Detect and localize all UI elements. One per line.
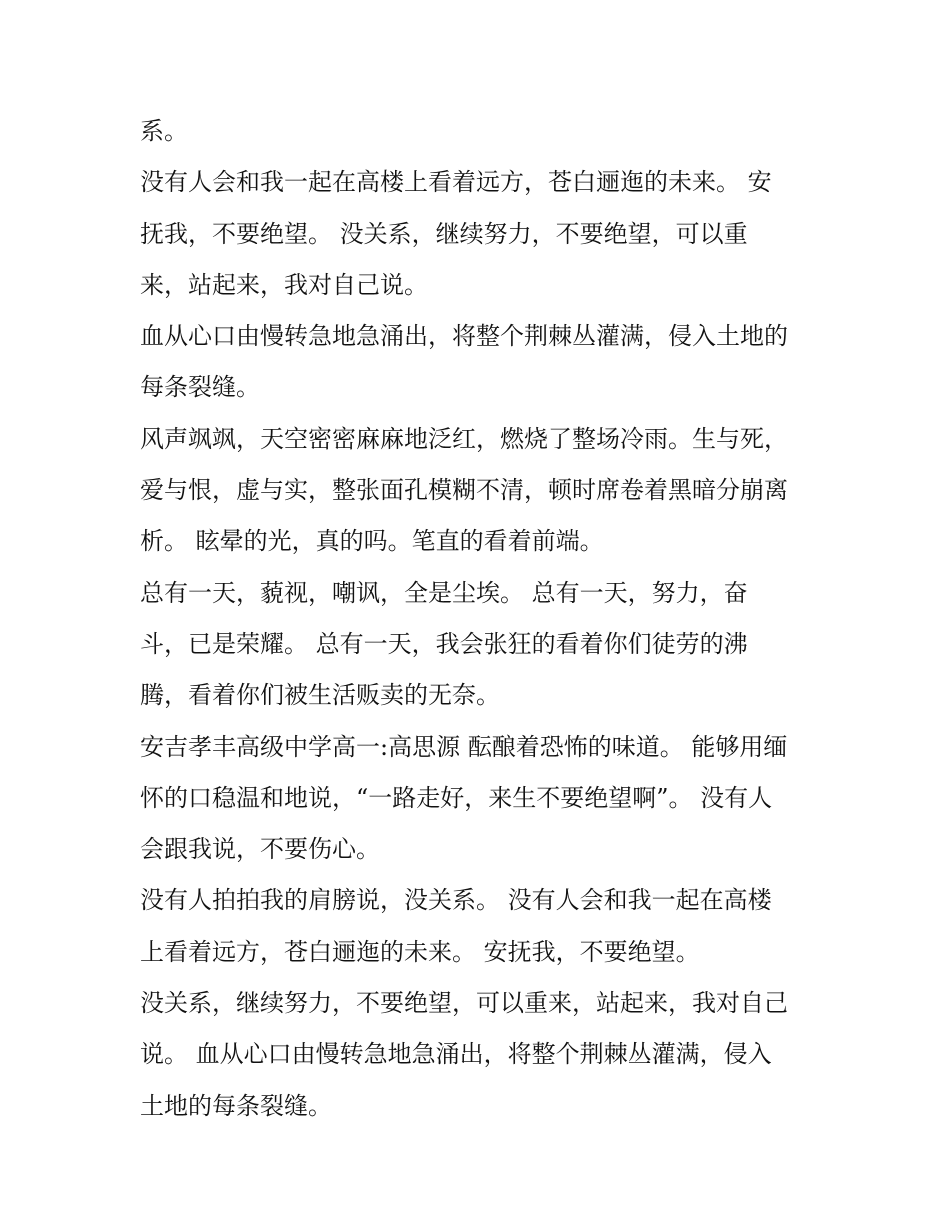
text-line: 没关系，继续努力，不要绝望，可以重来，站起来，我对自己 (140, 989, 788, 1018)
document-body (140, 106, 840, 1132)
text-line: 土地的每条裂缝。 (140, 1091, 332, 1120)
text-line: 上看着远方，苍白逦迤的未来。 安抚我，不要绝望。 (140, 937, 700, 966)
text-line: 腾，看着你们被生活贩卖的无奈。 (140, 681, 500, 710)
text-line: 每条裂缝。 (140, 373, 260, 402)
text-line: 系。 (140, 117, 188, 145)
text-line: 风声飒飒，天空密密麻麻地泛红，燃烧了整场冷雨。生与死， (140, 424, 788, 453)
text-line: 会跟我说，不要伤心。 (140, 835, 380, 864)
text-line: 安吉孝丰高级中学高一:高思源 酝酿着恐怖的味道。 能够用缅 (140, 732, 788, 761)
text-line: 来，站起来，我对自己说。 (140, 270, 428, 299)
text-line: 析。 眩晕的光，真的吗。笔直的看着前端。 (140, 527, 604, 556)
text-line: 怀的口稳温和地说，“一路走好，来生不要绝望啊”。 没有人 (140, 783, 773, 812)
text-line: 没有人会和我一起在高楼上看着远方，苍白逦迤的未来。 安 (140, 168, 772, 197)
text-line: 抚我，不要绝望。 没关系，继续努力，不要绝望，可以重 (140, 219, 748, 248)
text-line: 斗，已是荣耀。 总有一天，我会张狂的看着你们徒劳的沸 (140, 629, 748, 658)
text-line: 爱与恨，虚与实，整张面孔模糊不清，顿时席卷着黑暗分崩离 (140, 476, 788, 505)
text-line: 说。 血从心口由慢转急地急涌出，将整个荆棘丛灌满，侵入 (140, 1040, 772, 1069)
text-line: 没有人拍拍我的肩膀说，没关系。 没有人会和我一起在高楼 (140, 886, 772, 915)
text-line: 血从心口由慢转急地急涌出，将整个荆棘丛灌满，侵入土地的 (140, 322, 788, 351)
text-line: 总有一天，藐视，嘲讽，全是尘埃。 总有一天，努力，奋 (140, 578, 748, 607)
